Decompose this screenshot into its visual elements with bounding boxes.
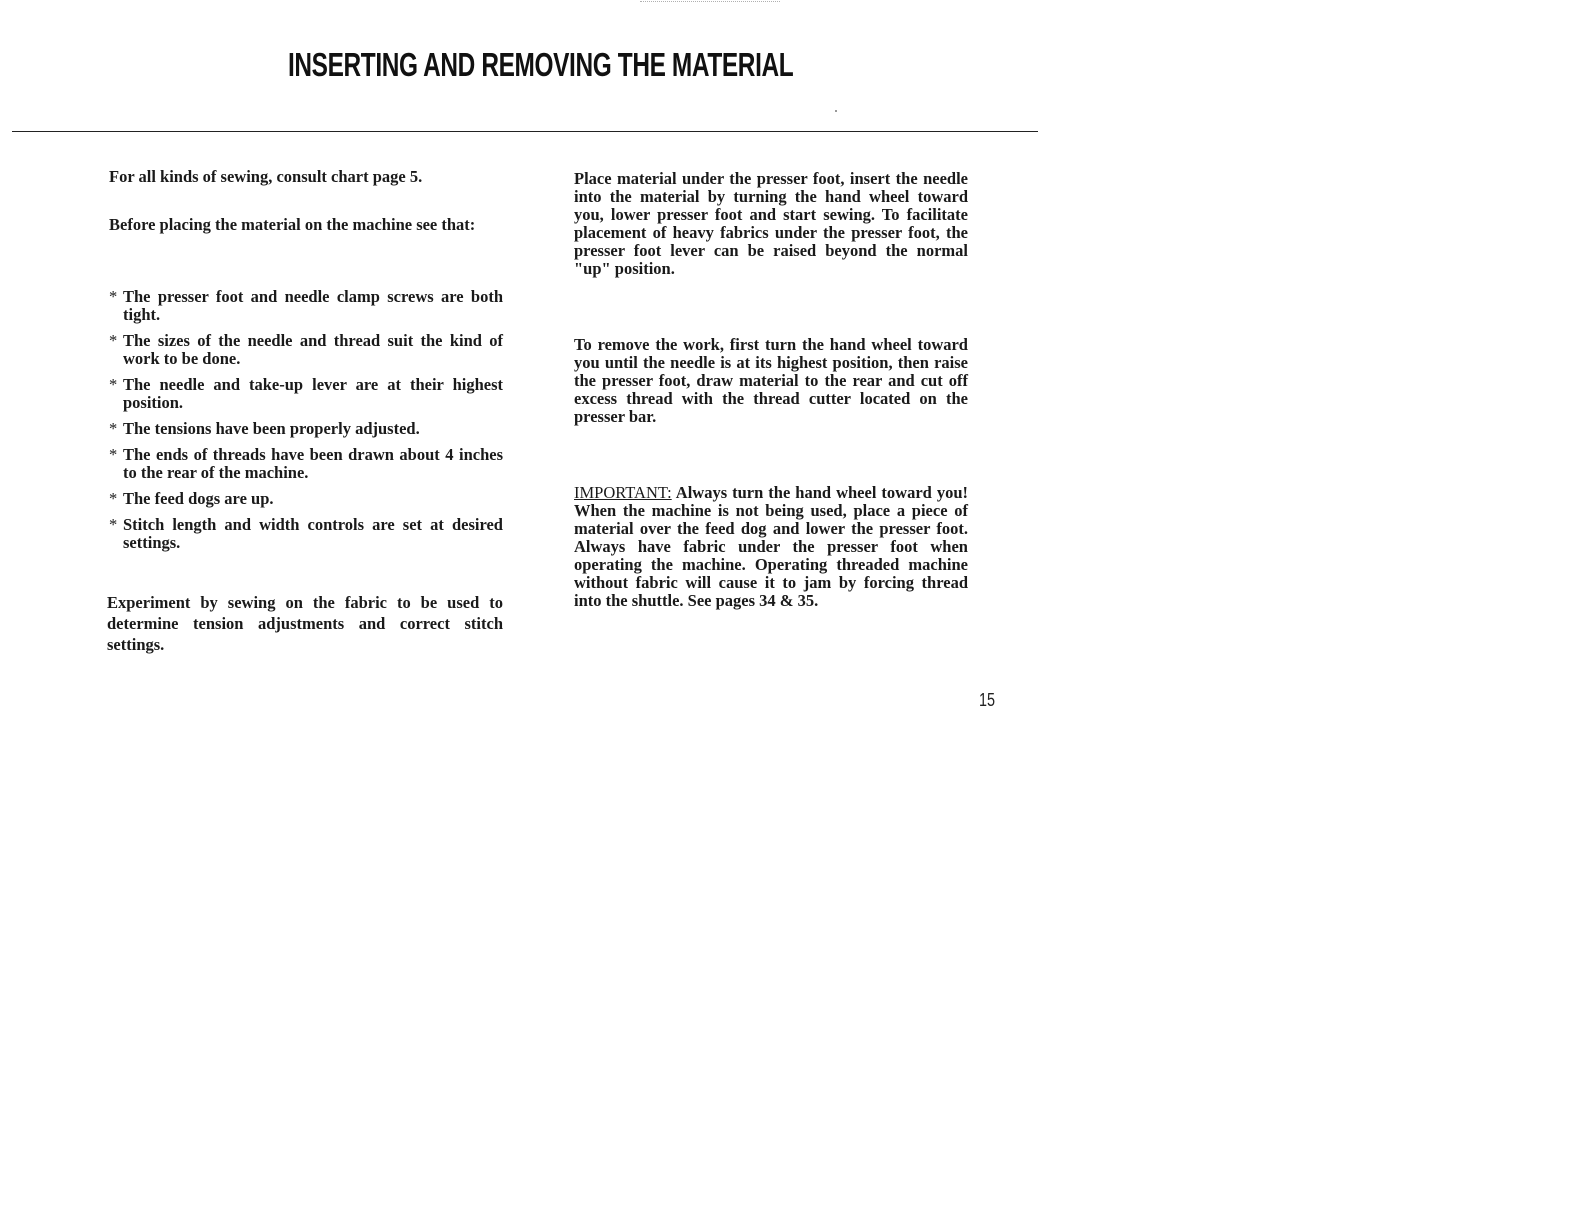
important-label: IMPORTANT: [574, 483, 672, 502]
page-number: 15 [979, 690, 996, 710]
intro-paragraph: For all kinds of sewing, consult chart page 5. [109, 167, 423, 186]
checklist-item [109, 490, 503, 508]
checklist-item-text: The feed dogs are up. [123, 489, 274, 508]
asterisk-bullet: * [109, 489, 118, 508]
asterisk-bullet: * [109, 331, 118, 350]
checklist-item [109, 516, 503, 552]
important-text: Always turn the hand wheel toward you! When the machine is not being used, place a piece of material over the feed dog and lower the presser foot. Always have fabric under the presser foot when operating the machine. Operating threaded machine without fabric will cause it to jam by forcing thread into the shuttle. See pages 34 & 35. [574, 483, 968, 610]
asterisk-bullet: * [109, 287, 118, 306]
checklist-item-text: The tensions have been properly adjusted. [123, 419, 420, 438]
scan-artifact [640, 1, 780, 2]
checklist-item-text: The needle and take-up lever are at their highest position. [123, 375, 503, 412]
page-title: INSERTING AND REMOVING THE MATERIAL [288, 46, 794, 83]
asterisk-bullet: * [109, 375, 118, 394]
asterisk-bullet: * [109, 445, 118, 464]
checklist-item [109, 332, 503, 368]
scan-speck [835, 110, 837, 112]
checklist-item [109, 288, 503, 324]
place-material-paragraph: Place material under the presser foot, insert the needle into the material by turning the hand wheel toward you, lower presser foot and start sewing. To facilitate placement of heavy fabrics under the presser foot, the presser foot lever can be raised beyond the normal "up" position. [574, 169, 968, 278]
important-paragraph [574, 484, 968, 610]
checklist-item [109, 376, 503, 412]
checklist-item [109, 446, 503, 482]
checklist-item-text: The presser foot and needle clamp screws are both tight. [123, 287, 503, 324]
checklist-item-text: Stitch length and width controls are set at desired settings. [123, 515, 503, 552]
remove-work-paragraph: To remove the work, first turn the hand wheel toward you until the needle is at its highest position, then raise the presser foot, draw material to the rear and cut off excess thread with the thread cutter located on the presser bar. [574, 335, 968, 426]
title-divider [12, 131, 1038, 132]
checklist-item [109, 420, 503, 438]
checklist-item-text: The sizes of the needle and thread suit the kind of work to be done. [123, 331, 503, 368]
asterisk-bullet: * [109, 419, 118, 438]
before-paragraph: Before placing the material on the machine see that: [109, 215, 476, 234]
asterisk-bullet: * [109, 515, 118, 534]
checklist-item-text: The ends of threads have been drawn about 4 inches to the rear of the machine. [123, 445, 503, 482]
checklist [109, 288, 503, 560]
experiment-paragraph: Experiment by sewing on the fabric to be used to determine tension adjustments and correct stitch settings. [107, 593, 503, 654]
